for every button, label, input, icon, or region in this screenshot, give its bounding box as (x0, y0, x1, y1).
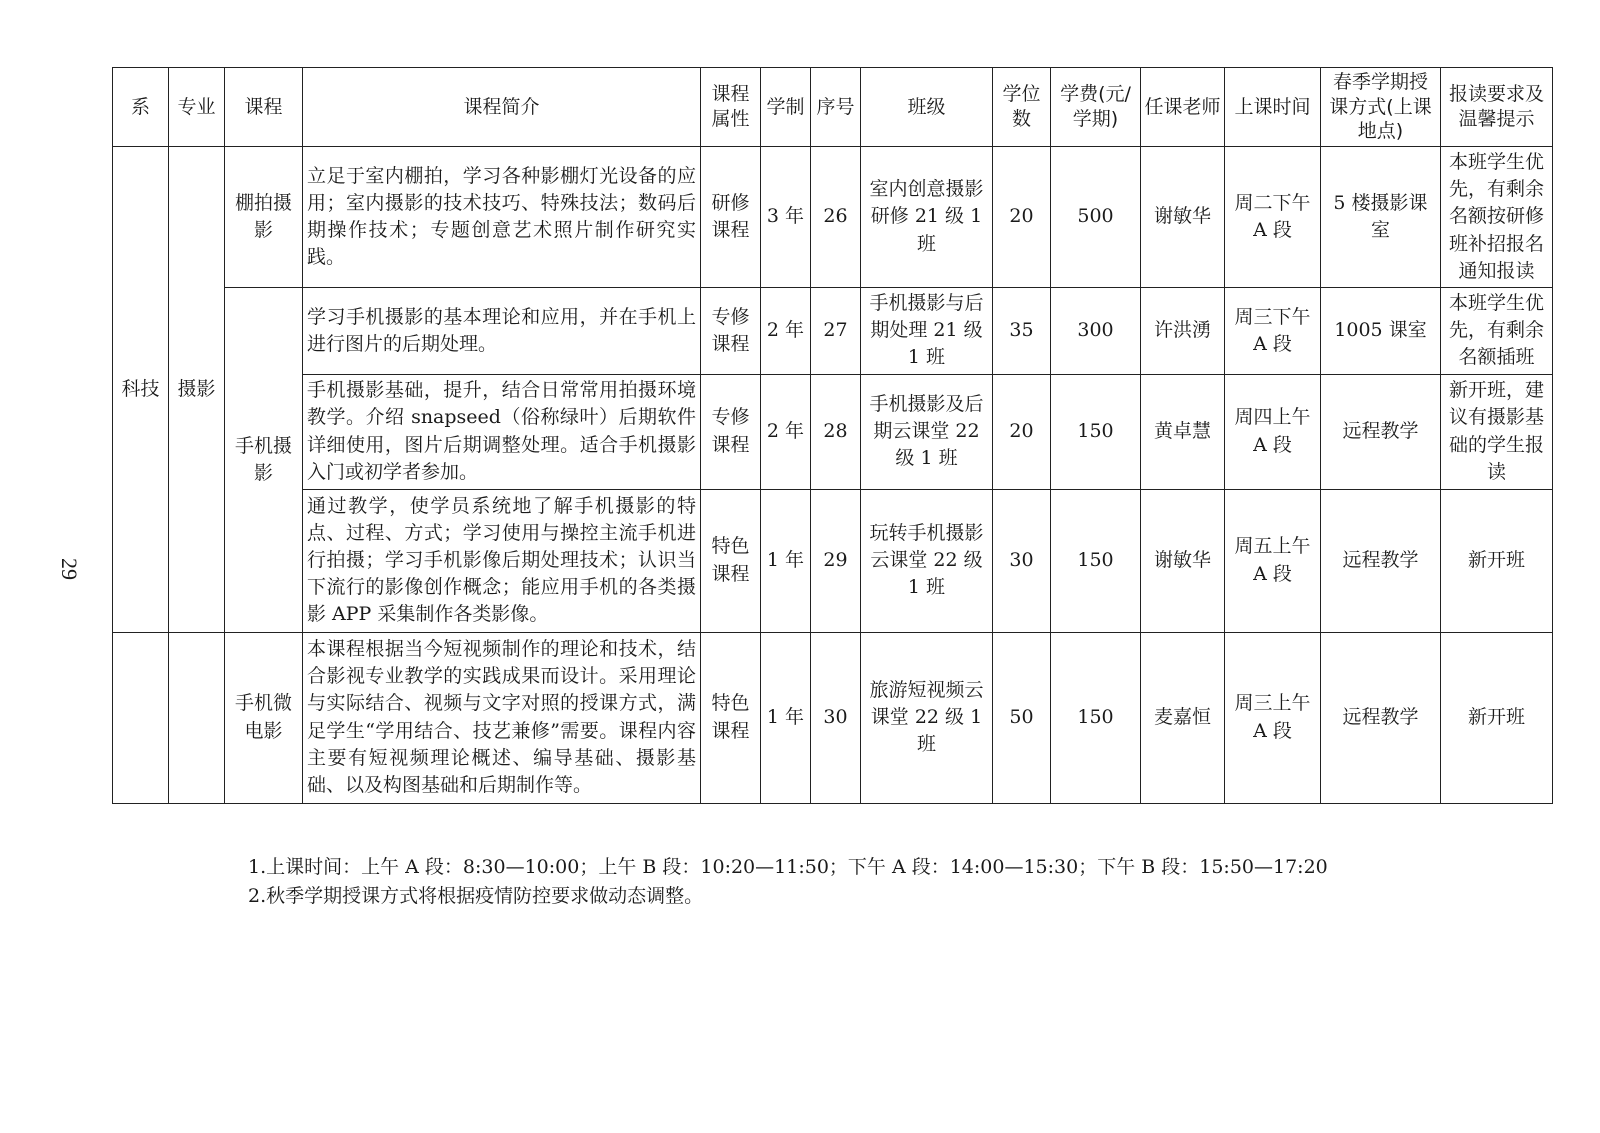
fee-cell: 150 (1051, 489, 1141, 632)
header-intro: 课程简介 (303, 68, 701, 147)
table-row (113, 632, 1553, 803)
time-cell: 周三上午 A 段 (1225, 632, 1321, 803)
intro-cell: 通过教学，使学员系统地了解手机摄影的特点、过程、方式；学习使用与操控主流手机进行拍摄；学习手机影像后期处理技术；认识当下流行的影像创作概念；能应用手机的各类摄影 APP 采集制作各类影像。 (303, 489, 701, 632)
req-cell: 新开班，建议有摄影基础的学生报读 (1441, 374, 1553, 489)
time-cell: 周二下午 A 段 (1225, 147, 1321, 288)
course-cell: 手机摄影 (225, 288, 303, 632)
table-row (113, 288, 1553, 374)
seq-cell: 26 (811, 147, 861, 288)
major-cell-empty (169, 632, 225, 803)
mode-cell: 1005 课室 (1321, 288, 1441, 374)
header-major: 专业 (169, 68, 225, 147)
seq-cell: 30 (811, 632, 861, 803)
seats-cell: 20 (993, 374, 1051, 489)
table-row (113, 147, 1553, 288)
class-cell: 手机摄影与后期处理 21 级 1 班 (861, 288, 993, 374)
course-cell: 手机微电影 (225, 632, 303, 803)
seats-cell: 20 (993, 147, 1051, 288)
req-cell: 本班学生优先，有剩余名额插班 (1441, 288, 1553, 374)
intro-cell: 学习手机摄影的基本理论和应用，并在手机上进行图片的后期处理。 (303, 288, 701, 374)
attr-cell: 专修课程 (701, 288, 761, 374)
req-cell: 新开班 (1441, 632, 1553, 803)
attr-cell: 研修课程 (701, 147, 761, 288)
header-time: 上课时间 (1225, 68, 1321, 147)
class-cell: 手机摄影及后期云课堂 22 级 1 班 (861, 374, 993, 489)
time-cell: 周四上午 A 段 (1225, 374, 1321, 489)
attr-cell: 专修课程 (701, 374, 761, 489)
time-cell: 周五上午 A 段 (1225, 489, 1321, 632)
length-cell: 1 年 (761, 489, 811, 632)
intro-cell: 本课程根据当今短视频制作的理论和技术，结合影视专业教学的实践成果而设计。采用理论与实际结合、视频与文字对照的授课方式，满足学生“学用结合、技艺兼修”需要。课程内容主要有短视频理论概述、编导基础、摄影基础、以及构图基础和后期制作等。 (303, 632, 701, 803)
attr-cell: 特色课程 (701, 632, 761, 803)
dept-cell-empty (113, 632, 169, 803)
seats-cell: 50 (993, 632, 1051, 803)
header-class: 班级 (861, 68, 993, 147)
page-number: 29 (57, 558, 82, 580)
length-cell: 2 年 (761, 288, 811, 374)
header-mode: 春季学期授课方式(上课地点) (1321, 68, 1441, 147)
footnote-1: 1.上课时间：上午 A 段：8:30—10:00；上午 B 段：10:20—11:50；下午 A 段：14:00—15:30；下午 B 段：15:50—17:20 (248, 856, 1328, 878)
mode-cell: 远程教学 (1321, 632, 1441, 803)
length-cell: 1 年 (761, 632, 811, 803)
fee-cell: 150 (1051, 374, 1141, 489)
fee-cell: 500 (1051, 147, 1141, 288)
teacher-cell: 谢敏华 (1141, 147, 1225, 288)
mode-cell: 5 楼摄影课室 (1321, 147, 1441, 288)
intro-cell: 立足于室内棚拍，学习各种影棚灯光设备的应用；室内摄影的技术技巧、特殊技法；数码后期操作技术；专题创意艺术照片制作研究实践。 (303, 147, 701, 288)
class-cell: 旅游短视频云课堂 22 级 1 班 (861, 632, 993, 803)
length-cell: 2 年 (761, 374, 811, 489)
seq-cell: 29 (811, 489, 861, 632)
footnotes (248, 853, 1328, 911)
table-row (113, 374, 1553, 489)
header-fee: 学费(元/学期) (1051, 68, 1141, 147)
class-cell: 玩转手机摄影云课堂 22 级 1 班 (861, 489, 993, 632)
seq-cell: 28 (811, 374, 861, 489)
req-cell: 本班学生优先，有剩余名额按研修班补招报名通知报读 (1441, 147, 1553, 288)
header-dept: 系 (113, 68, 169, 147)
header-seats: 学位数 (993, 68, 1051, 147)
length-cell: 3 年 (761, 147, 811, 288)
dept-cell: 科技 (113, 147, 169, 632)
header-length: 学制 (761, 68, 811, 147)
header-seq: 序号 (811, 68, 861, 147)
attr-cell: 特色课程 (701, 489, 761, 632)
seq-cell: 27 (811, 288, 861, 374)
course-table (112, 67, 1553, 804)
mode-cell: 远程教学 (1321, 374, 1441, 489)
header-attr: 课程属性 (701, 68, 761, 147)
major-cell: 摄影 (169, 147, 225, 632)
req-cell: 新开班 (1441, 489, 1553, 632)
table-header-row (113, 68, 1553, 147)
teacher-cell: 黄卓慧 (1141, 374, 1225, 489)
time-cell: 周三下午 A 段 (1225, 288, 1321, 374)
teacher-cell: 谢敏华 (1141, 489, 1225, 632)
header-req: 报读要求及温馨提示 (1441, 68, 1553, 147)
footnote-2: 2.秋季学期授课方式将根据疫情防控要求做动态调整。 (248, 885, 704, 907)
header-course: 课程 (225, 68, 303, 147)
fee-cell: 150 (1051, 632, 1141, 803)
seats-cell: 35 (993, 288, 1051, 374)
course-cell: 棚拍摄影 (225, 147, 303, 288)
header-teacher: 任课老师 (1141, 68, 1225, 147)
teacher-cell: 麦嘉恒 (1141, 632, 1225, 803)
class-cell: 室内创意摄影研修 21 级 1 班 (861, 147, 993, 288)
intro-cell: 手机摄影基础，提升，结合日常常用拍摄环境教学。介绍 snapseed（俗称绿叶）后期软件详细使用，图片后期调整处理。适合手机摄影入门或初学者参加。 (303, 374, 701, 489)
teacher-cell: 许洪湧 (1141, 288, 1225, 374)
seats-cell: 30 (993, 489, 1051, 632)
fee-cell: 300 (1051, 288, 1141, 374)
table-row (113, 489, 1553, 632)
mode-cell: 远程教学 (1321, 489, 1441, 632)
